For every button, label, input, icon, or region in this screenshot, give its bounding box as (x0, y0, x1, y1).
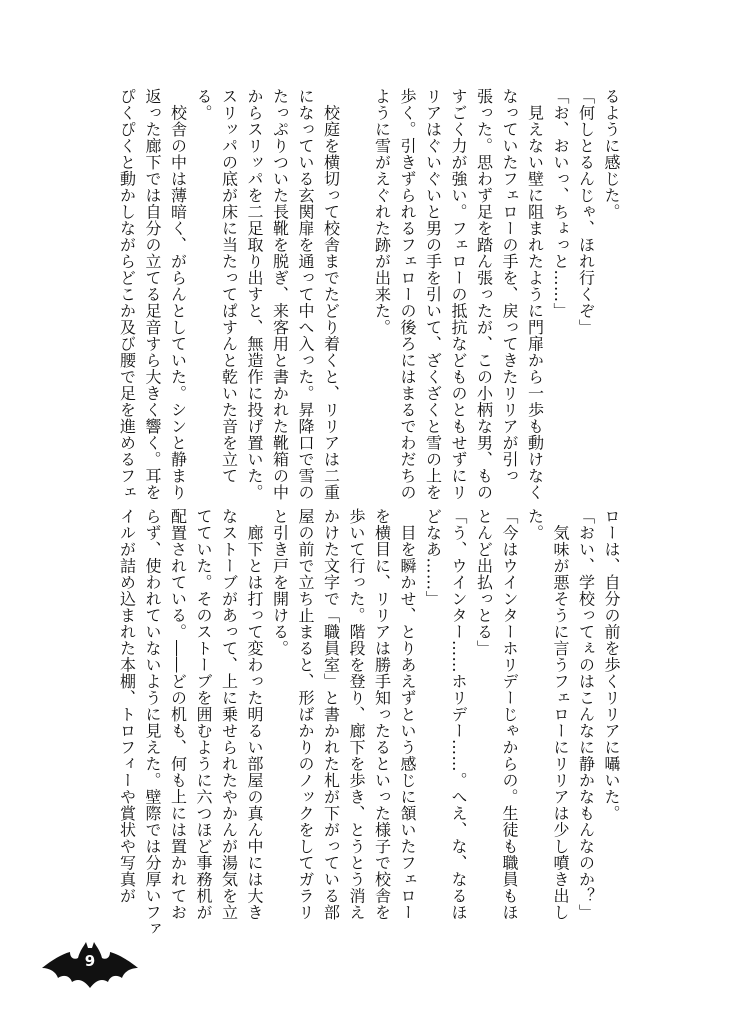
text-line: スリッパの底が床に当たってぱすんと乾いた音を立て (219, 88, 239, 484)
page-number: 9 (84, 952, 96, 970)
text-line: 「おい、学校ってぇのはこんなに静かなもんなのか？」 (576, 508, 596, 921)
text-line: イルが詰め込まれた本棚、トロフィーや賞状や写真が (117, 508, 137, 904)
text-line: かけた文字で「職員室」と書かれた札が下がっている部 (321, 508, 341, 921)
text-line: 気味が悪そうに言うフェローにリリアは少し噴き出し (551, 508, 570, 921)
text-line: る。 (194, 88, 213, 121)
text-line: 目を瞬かせ、とりあえずという感じに頷いたフェロー (398, 508, 417, 921)
text-line: てていた。そのストーブを囲むように六つほど事務机が (194, 508, 213, 921)
text-line: 返った廊下では自分の立てる足音すら大きく響く。耳を (143, 88, 162, 501)
text-line: からスリッパを二足取り出すと、無造作に投げ置いた。 (245, 88, 264, 501)
text-line: 張った。思わず足を踏ん張ったが、この小柄な男、もの (474, 88, 494, 501)
text-line: なっていたフェローの手を、戻ってきたリリアが引っ (500, 88, 519, 484)
text-line: 校庭を横切って校舎までたどり着くと、リリアは二重 (321, 88, 341, 501)
page-number-bat-icon (40, 938, 140, 990)
text-line: 校舎の中は薄暗く、がらんとしていた。シンと静まり (168, 88, 188, 501)
text-line: 配置されている。――どの机も、何も上には置かれてお (168, 508, 188, 921)
text-block-bottom (114, 508, 624, 938)
text-line: 「お、おいっ、ちょっと……」 (551, 88, 570, 319)
text-line: になっている玄関扉を通って中へ入った。昇降口で雪の (296, 88, 315, 501)
text-line: と引き戸を開ける。 (270, 508, 290, 657)
text-line: リアはぐいぐいと男の手を引いて、ざくざくと雪の上を (423, 88, 443, 501)
text-line: 歩いて行った。階段を登り、廊下を歩き、とうとう消え (347, 508, 366, 921)
text-line: とんど出払っとる」 (474, 508, 494, 657)
text-line: ぴくぴくと動かしながらどこか及び腰で足を進めるフェ (117, 88, 137, 501)
text-line: 屋の前で立ち止まると、形ばかりのノックをしてガラリ (296, 508, 315, 921)
text-line: を横目に、リリアは勝手知ったるといった様子で校舎を (372, 508, 392, 921)
text-line: るように感じた。 (602, 88, 621, 220)
text-line: らず、使われていないように見えた。壁際では分厚いファ (143, 508, 162, 937)
text-line: 「今はウインターホリデーじゃからの。生徒も職員もほ (500, 508, 519, 921)
text-line: ローは、自分の前を歩くリリアに囁いた。 (602, 508, 621, 822)
text-line: 「う、ウインター……ホリデー……。へえ、な、なるほ (449, 508, 468, 921)
text-line: 「何しとるんじゃ、ほれ行くぞ」 (576, 88, 596, 336)
text-line: すごく力が強い。フェローの抵抗などものともせずにリ (449, 88, 468, 501)
text-block-top (114, 88, 624, 508)
text-line: どなあ……」 (423, 508, 443, 607)
text-line: ように雪がえぐれた跡が出来た。 (372, 88, 392, 336)
text-line: 見えない壁に阻まれたように門扉から一歩も動けなく (525, 88, 545, 501)
text-line: 廊下とは打って変わった明るい部屋の真ん中には大き (245, 508, 264, 921)
text-line: た。 (525, 508, 545, 541)
text-line: なストーブがあって、上に乗せられたやかんが湯気を立 (219, 508, 239, 921)
text-line: 歩く。引きずられるフェローの後ろにはまるでわだちの (398, 88, 417, 501)
text-line: たっぷりついた長靴を脱ぎ、来客用と書かれた靴箱の中 (270, 88, 290, 501)
text-line (344, 88, 370, 508)
